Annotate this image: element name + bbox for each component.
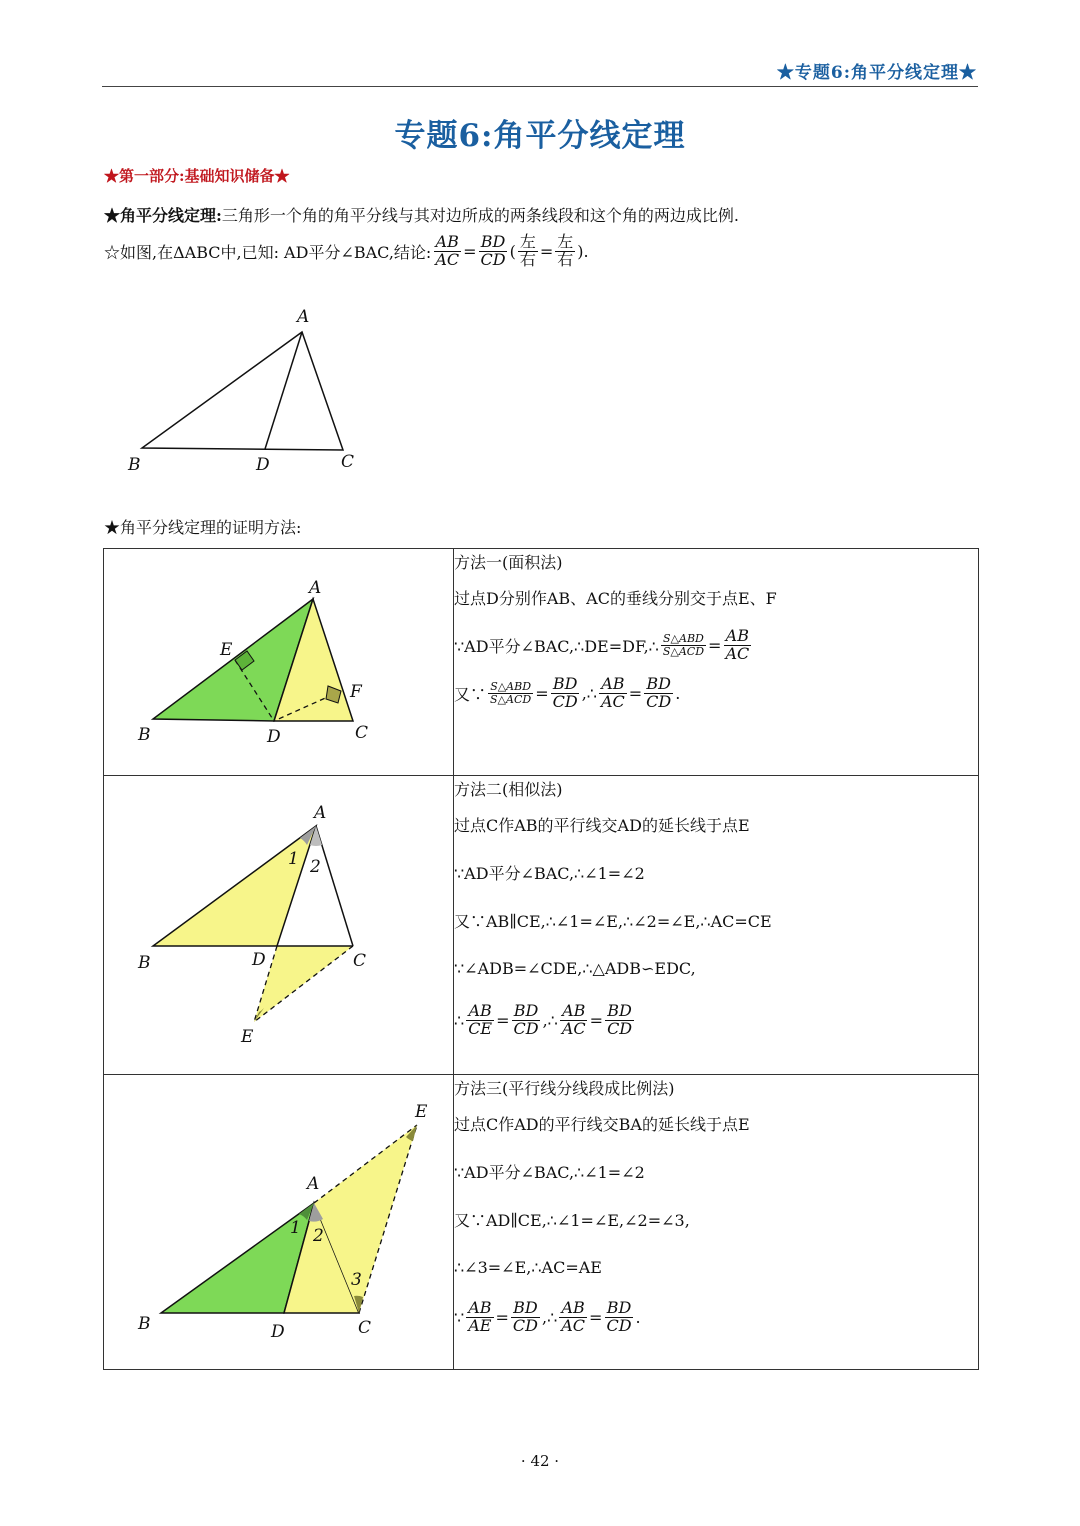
statement-line <box>104 234 589 269</box>
method1-line1: 过点D分别作AB、AC的垂线分别交于点E、F <box>454 588 777 608</box>
frac-den: CD <box>552 691 578 711</box>
frac-den: AC <box>561 1315 586 1335</box>
fraction-area-ratio <box>488 681 533 705</box>
running-header: ★专题6:角平分线定理★ <box>776 63 977 83</box>
label-d: D <box>256 455 270 475</box>
method3-line1: 过点C作AD的平行线交BA的延长线于点E <box>454 1114 750 1134</box>
label-angle-1: 1 <box>290 1218 301 1238</box>
frac-num: BD <box>646 673 671 693</box>
label-e: E <box>220 640 233 660</box>
label-b: B <box>138 953 151 973</box>
frac-den: CD <box>512 1315 538 1335</box>
method1-text-cell <box>454 549 979 776</box>
header-rule <box>102 86 978 87</box>
method1-figure <box>104 549 453 771</box>
equals-sign: = <box>495 1307 509 1327</box>
page-title: 专题6:角平分线定理 <box>394 118 686 154</box>
method3-figure <box>104 1075 453 1365</box>
text-segment: ,∴ <box>541 1307 558 1327</box>
label-b: B <box>138 725 151 745</box>
frac-den: S△ACD <box>490 692 532 706</box>
frac-num: 左 <box>519 232 536 251</box>
frac-num: S△ABD <box>490 679 532 693</box>
label-angle-3: 3 <box>351 1270 362 1290</box>
method1-line3 <box>454 669 978 717</box>
equals-sign: = <box>539 241 554 261</box>
fraction-ab-ac <box>723 625 751 663</box>
equals-sign: = <box>589 1010 604 1030</box>
fraction-bd-cd <box>605 1000 634 1038</box>
part-heading: ★第一部分:基础知识储备★ <box>104 167 290 185</box>
label-d: D <box>267 727 281 747</box>
frac-den: AE <box>468 1315 492 1335</box>
label-a: A <box>297 307 310 327</box>
label-b: B <box>128 455 141 475</box>
frac-num: AB <box>725 625 749 645</box>
frac-num: BD <box>607 1000 632 1020</box>
method3-text-cell <box>454 1075 979 1370</box>
frac-den: AC <box>435 249 460 269</box>
method2-figure <box>104 776 453 1070</box>
method-row-2 <box>104 776 979 1075</box>
frac-num: BD <box>552 673 578 693</box>
frac-den: AC <box>561 1018 586 1038</box>
triangle-abc <box>142 332 343 450</box>
label-a: A <box>314 803 327 823</box>
method-row-3 <box>104 1075 979 1370</box>
frac-num: BD <box>513 1297 538 1317</box>
frac-den: CD <box>646 691 672 711</box>
methods-heading: ★角平分线定理的证明方法: <box>104 518 302 537</box>
fraction-bd-cd <box>512 1000 541 1038</box>
label-b: B <box>138 1314 151 1334</box>
label-a: A <box>307 1174 320 1194</box>
frac-den: CD <box>606 1315 632 1335</box>
method1-line2 <box>454 621 978 669</box>
fraction-ab-ce <box>466 1000 494 1038</box>
text-segment: ∵ <box>454 1307 465 1327</box>
frac-den: 右 <box>557 249 574 269</box>
label-c: C <box>358 1318 372 1338</box>
label-d: D <box>271 1322 285 1342</box>
frac-num: AB <box>562 1000 586 1020</box>
text-segment: . <box>635 1307 641 1327</box>
bisector-ad <box>265 332 302 449</box>
theorem-label: ★角平分线定理: <box>104 206 222 225</box>
theorem-paragraph <box>104 203 739 226</box>
page-number: · 42 · <box>520 1452 560 1470</box>
equals-sign: = <box>535 683 549 703</box>
fraction-bd-cd <box>604 1297 633 1335</box>
method3-line2: ∵AD平分∠BAC,∴∠1=∠2 <box>454 1162 645 1182</box>
method3-figure-cell <box>104 1075 454 1370</box>
frac-den: CD <box>607 1018 633 1038</box>
text-segment: . <box>675 683 681 703</box>
frac-den: 右 <box>519 249 536 269</box>
statement-prefix: ☆如图,在ΔABC中,已知: AD平分∠BAC,结论: <box>104 242 432 262</box>
fraction-left-right <box>555 234 575 269</box>
label-f: F <box>350 682 362 702</box>
label-angle-2: 2 <box>310 857 321 877</box>
method3-line5 <box>454 1291 978 1343</box>
equals-sign: = <box>463 241 477 261</box>
fraction-ab-ac <box>433 234 461 269</box>
label-c: C <box>341 452 355 472</box>
frac-num: BD <box>513 1000 539 1020</box>
fraction-ab-ae <box>466 1297 493 1335</box>
frac-num: AB <box>468 1000 492 1020</box>
method2-line2: ∵AD平分∠BAC,∴∠1=∠2 <box>454 863 645 883</box>
frac-den: CD <box>513 1018 539 1038</box>
fraction-bd-cd <box>511 1297 540 1335</box>
method3-title: 方法三(平行线分线段成比例法) <box>454 1078 675 1098</box>
fraction-bd-cd <box>644 673 673 711</box>
label-a: A <box>309 578 322 598</box>
text-segment: ∵AD平分∠BAC,∴DE=DF,∴ <box>454 636 659 656</box>
frac-num: AB <box>561 1297 585 1317</box>
equals-sign: = <box>628 683 643 703</box>
frac-num: BD <box>606 1297 632 1317</box>
fraction-left-right <box>518 234 538 269</box>
method2-line3: 又∵AB∥CE,∴∠1=∠E,∴∠2=∠E,∴AC=CE <box>454 911 772 931</box>
label-c: C <box>353 951 367 971</box>
method2-line1: 过点C作AB的平行线交AD的延长线于点E <box>454 815 750 835</box>
frac-den: AC <box>725 643 750 663</box>
text-segment: ∴ <box>454 1010 465 1030</box>
label-angle-2: 2 <box>313 1226 324 1246</box>
frac-den: S△ACD <box>662 644 705 658</box>
equals-sign: = <box>496 1010 510 1030</box>
method2-text-cell <box>454 776 979 1075</box>
text-segment: 又∵ <box>454 684 487 704</box>
fraction-ab-ac <box>559 1297 587 1335</box>
method3-line4: ∴∠3=∠E,∴AC=AE <box>454 1257 602 1277</box>
triangle-abd-yellow <box>153 826 316 946</box>
label-d: D <box>252 950 266 970</box>
label-e: E <box>241 1027 254 1047</box>
label-c: C <box>355 723 369 743</box>
method2-line4: ∵∠ADB=∠CDE,∴△ADB∽EDC, <box>454 958 696 978</box>
frac-num: 左 <box>557 232 574 251</box>
fraction-bd-cd <box>479 234 508 269</box>
text-segment: ,∴ <box>581 683 597 703</box>
equals-sign: = <box>589 1307 603 1327</box>
method2-figure-cell <box>104 776 454 1075</box>
frac-den: AC <box>600 691 625 711</box>
fraction-ab-ac <box>560 1000 588 1038</box>
frac-num: AB <box>468 1297 492 1317</box>
frac-den: CE <box>468 1018 493 1038</box>
text-segment: ,∴ <box>542 1010 558 1030</box>
proof-methods-table <box>103 548 979 1370</box>
triangle-figure <box>120 300 380 490</box>
fraction-ab-ac <box>599 673 627 711</box>
frac-num: S△ABD <box>663 631 704 645</box>
method-row-1 <box>104 549 979 776</box>
fraction-area-ratio <box>661 633 706 657</box>
paren-open: ( <box>509 241 516 261</box>
frac-num: AB <box>601 673 625 693</box>
label-angle-1: 1 <box>288 849 299 869</box>
frac-den: CD <box>480 249 506 269</box>
fraction-bd-cd <box>551 673 580 711</box>
method2-line5 <box>454 992 978 1048</box>
label-e: E <box>415 1102 428 1122</box>
method3-line3: 又∵AD∥CE,∴∠1=∠E,∠2=∠3, <box>454 1210 690 1230</box>
theorem-text: 三角形一个角的角平分线与其对边所成的两条线段和这个角的两边成比例. <box>221 206 740 225</box>
frac-num: AB <box>435 232 459 251</box>
method1-figure-cell <box>104 549 454 776</box>
equals-sign: = <box>708 635 722 655</box>
method1-title: 方法一(面积法) <box>454 552 563 572</box>
paren-close: ). <box>577 241 589 261</box>
frac-num: BD <box>480 232 506 251</box>
method2-title: 方法二(相似法) <box>454 779 563 799</box>
